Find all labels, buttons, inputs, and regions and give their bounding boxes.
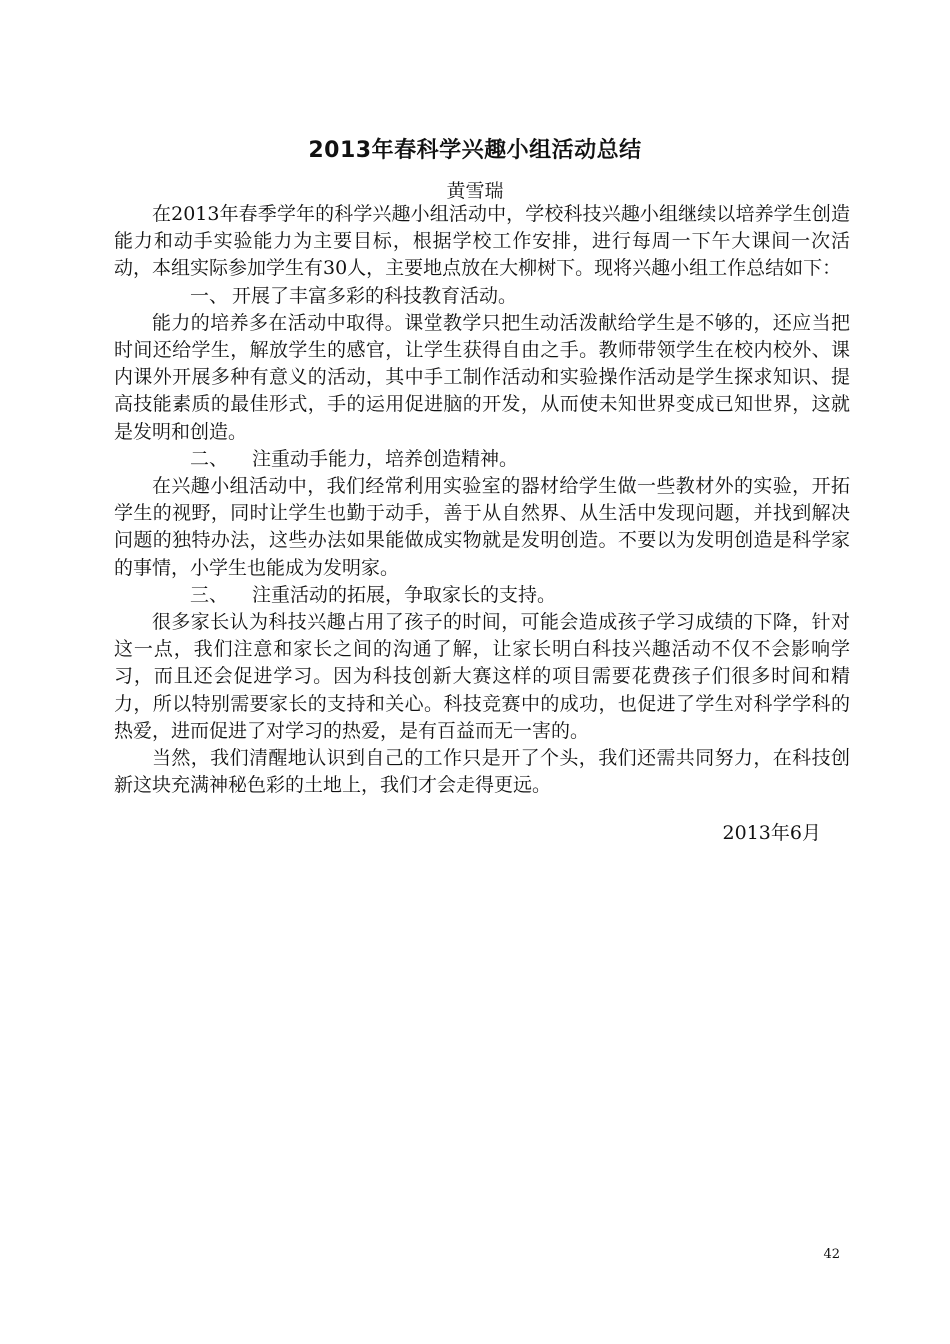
section-heading-3 [114, 582, 850, 609]
page-number: 42 [823, 1247, 840, 1262]
document-title: 2013年春科学兴趣小组活动总结 [308, 138, 642, 163]
section-title-1: 开展了丰富多彩的科技教育活动。 [232, 284, 518, 307]
section-number-3: 三、 [190, 583, 229, 606]
section-body-1: 能力的培养多在活动中取得。课堂教学只把生动活泼献给学生是不够的，还应当把时间还给学生，解放学生的感官，让学生获得自由之手。教师带领学生在校内校外、课内课外开展多种有意义的活动，其中手工制作活动和实验操作活动是学生探求知识、提高技能素质的最佳形式，手的运用促进脑的开发，从而使未知世界变成已知世界，这就是发明和创造。 [114, 311, 850, 443]
author-name: 黄雪瑞 [446, 180, 504, 202]
document-body [114, 201, 850, 799]
intro-paragraph: 在2013年春季学年的科学兴趣小组活动中，学校科技兴趣小组继续以培养学生创造能力和动手实验能力为主要目标，根据学校工作安排，进行每周一下午大课间一次活动，本组实际参加学生有30人，主要地点放在大柳树下。现将兴趣小组工作总结如下： [114, 203, 850, 280]
section-body-2: 在兴趣小组活动中，我们经常利用实验室的器材给学生做一些教材外的实验，开拓学生的视野，同时让学生也勤于动手，善于从自然界、从生活中发现问题，并找到解决问题的独特办法，这些办法如果能做成实物就是发明创造。不要以为发明创造是科学家的事情，小学生也能成为发明家。 [114, 475, 850, 579]
document-date: 2013年6月 [722, 822, 821, 844]
section-number-1: 一、 [190, 284, 229, 307]
section-body-3: 很多家长认为科技兴趣占用了孩子的时间，可能会造成孩子学习成绩的下降，针对这一点，我们注意和家长之间的沟通了解，让家长明白科技兴趣活动不仅不会影响学习，而且还会促进学习。因为科技创新大赛这样的项目需要花费孩子们很多时间和精力，所以特别需要家长的支持和关心。科技竞赛中的成功，也促进了学生对科学学科的热爱，进而促进了对学习的热爱，是有百益而无一害的。 [114, 611, 850, 742]
conclusion-paragraph: 当然，我们清醒地认识到自己的工作只是开了个头，我们还需共同努力，在科技创新这块充满神秘色彩的土地上，我们才会走得更远。 [114, 747, 850, 797]
section-number-2: 二、 [190, 447, 229, 470]
section-title-3: 注重活动的拓展，争取家长的支持。 [252, 583, 557, 606]
section-heading-1 [114, 283, 850, 310]
section-title-2: 注重动手能力，培养创造精神。 [252, 447, 519, 470]
section-heading-2 [114, 446, 850, 473]
